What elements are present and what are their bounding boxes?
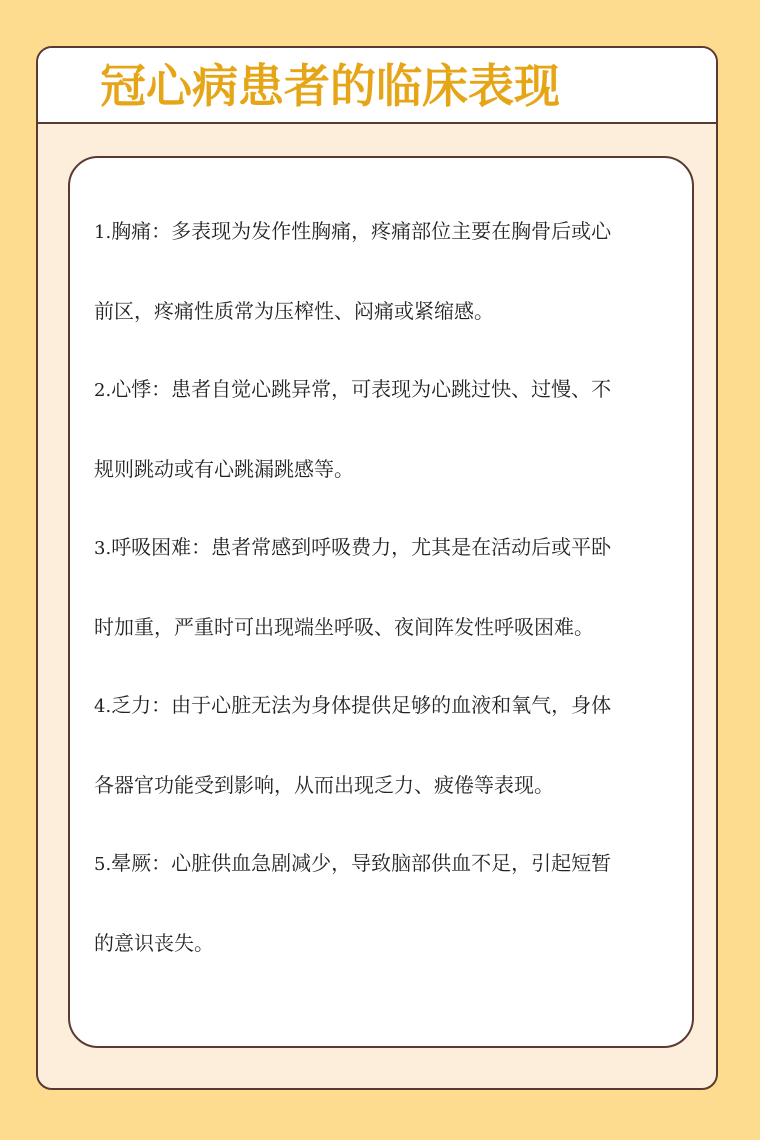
item-text-line1: 乏力：由于心脏无法为身体提供足够的血液和氧气，身体: [111, 693, 612, 717]
item-text-line1: 心悸：患者自觉心跳异常，可表现为心跳过快、过慢、不: [111, 377, 612, 401]
item-text-line1: 胸痛：多表现为发作性胸痛，疼痛部位主要在胸骨后或心: [111, 219, 612, 243]
page-title: 冠心病患者的临床表现: [100, 59, 560, 113]
symptom-list: [94, 192, 684, 982]
item-number: 1.: [94, 222, 112, 243]
content-card: [36, 46, 718, 1090]
item-number: 2.: [94, 380, 112, 401]
item-text-line2: 前区，疼痛性质常为压榨性、闷痛或紧缩感。: [94, 299, 494, 323]
symptom-item: [94, 192, 684, 350]
symptom-item: [94, 350, 684, 508]
item-number: 4.: [94, 696, 112, 717]
symptoms-panel: [68, 156, 694, 1048]
symptom-item: [94, 824, 684, 982]
item-text-line1: 呼吸困难：患者常感到呼吸费力，尤其是在活动后或平卧: [111, 535, 612, 559]
item-text-line2: 各器官功能受到影响，从而出现乏力、疲倦等表现。: [94, 773, 554, 797]
item-number: 5.: [94, 854, 112, 875]
item-number: 3.: [94, 538, 112, 559]
card-header: [38, 48, 716, 124]
item-text-line1: 晕厥：心脏供血急剧减少，导致脑部供血不足，引起短暂: [111, 851, 612, 875]
item-text-line2: 时加重，严重时可出现端坐呼吸、夜间阵发性呼吸困难。: [94, 615, 594, 639]
item-text-line2: 的意识丧失。: [94, 931, 214, 955]
symptom-item: [94, 666, 684, 824]
item-text-line2: 规则跳动或有心跳漏跳感等。: [94, 457, 354, 481]
symptom-item: [94, 508, 684, 666]
